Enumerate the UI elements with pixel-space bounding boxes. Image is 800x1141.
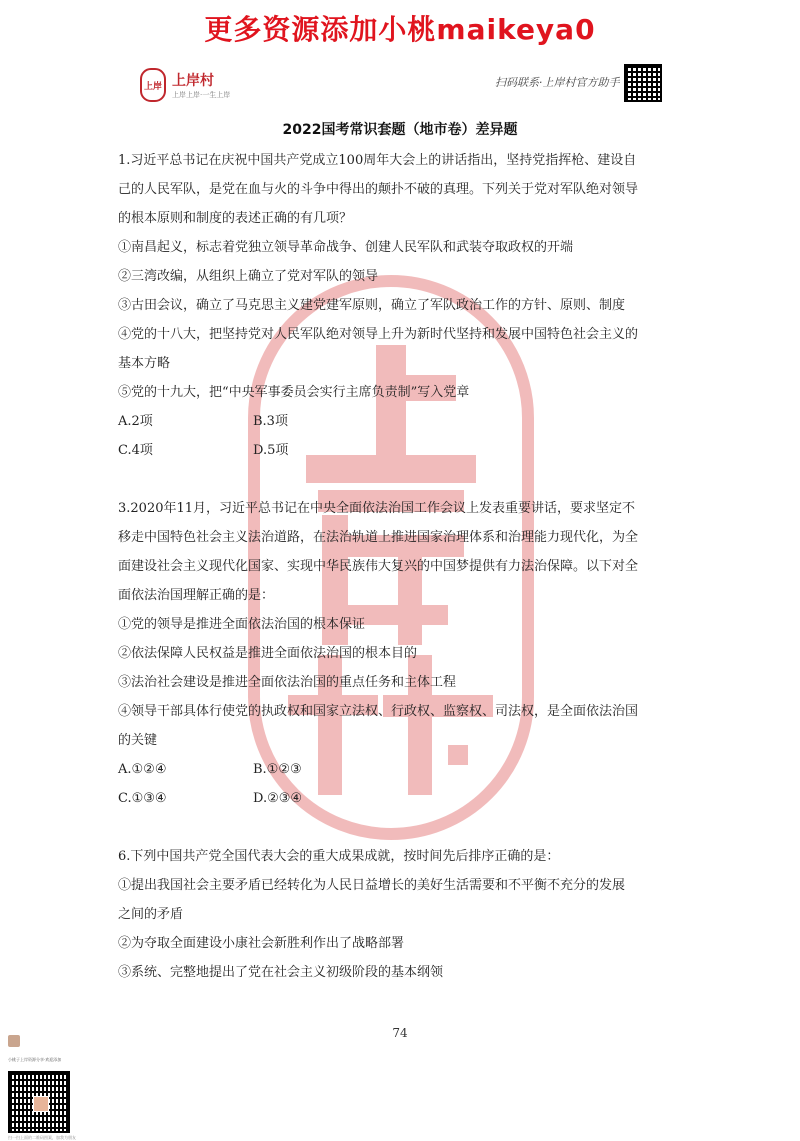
question-item: ①南昌起义，标志着党独立领导革命战争、创建人民军队和武装夺取政权的开端: [118, 240, 574, 255]
question-3: [118, 494, 684, 813]
question-item: ③法治社会建设是推进全面依法治国的重点任务和主体工程: [118, 675, 457, 690]
answer-option: C.4项: [118, 443, 153, 458]
question-list: [118, 146, 684, 987]
logo-name: 上岸村: [172, 73, 214, 89]
logo-slogan: 上岸上岸·一生上岸: [172, 91, 231, 99]
question-item: ③古田会议，确立了马克思主义建党建军原则，确立了军队政治工作的方针、原则、制度: [118, 298, 626, 313]
question-item: ⑤党的十九大，把“中央军事委员会实行主席负责制”写入党章: [118, 385, 470, 400]
question-stem-line: 的根本原则和制度的表述正确的有几项？: [118, 211, 353, 226]
question-item: ②依法保障人民权益是推进全面依法治国的根本目的: [118, 646, 418, 661]
answer-options-row: [118, 436, 684, 465]
answer-option: D.②③④: [253, 791, 303, 806]
promo-banner: 更多资源添加小桃maikeya0: [204, 13, 596, 46]
question-item: 基本方略: [118, 356, 171, 371]
answer-option: A.①②④: [118, 762, 167, 777]
question-stem-line: 面建设社会主义现代化国家、实现中华民族伟大复兴的中国梦提供有力法治保障。以下对全: [118, 559, 639, 574]
answer-option: B.3项: [253, 414, 288, 429]
logo-badge-icon: 上岸: [140, 68, 166, 102]
footer-caption: 扫一扫上面的二维码图案，加我为朋友: [8, 1135, 76, 1140]
question-item: ③系统、完整地提出了党在社会主义初级阶段的基本纲领: [118, 965, 444, 980]
question-item: ①党的领导是推进全面依法治国的根本保证: [118, 617, 366, 632]
question-1: [118, 146, 684, 465]
question-stem-line: 移走中国特色社会主义法治道路，在法治轨道上推进国家治理体系和治理能力现代化，为全: [118, 530, 639, 545]
footer-contact-name: 小桃子上岸资源分享·欢迎添加: [8, 1057, 62, 1062]
question-stem-line: 6.下列中国共产党全国代表大会的重大成果成就，按时间先后排序正确的是：: [118, 849, 560, 864]
answer-options-row: [118, 407, 684, 436]
page-number: 74: [392, 1026, 408, 1040]
question-stem-line: 己的人民军队，是党在血与火的斗争中得出的颠扑不破的真理。下列关于党对军队绝对领导: [118, 182, 639, 197]
answer-option: B.①②③: [253, 762, 302, 777]
question-stem-line: 面依法治国理解正确的是：: [118, 588, 275, 603]
page-title: 2022国考常识套题（地市卷）差异题: [282, 122, 518, 138]
answer-option: D.5项: [253, 443, 289, 458]
question-6: [118, 842, 684, 987]
question-item: ②三湾改编，从组织上确立了党对军队的领导: [118, 269, 379, 284]
question-item: ④领导干部具体行使党的执政权和国家立法权、行政权、监察权、司法权，是全面依法治国: [118, 704, 639, 719]
question-stem-line: 3.2020年11月，习近平总书记在中央全面依法治国工作会议上发表重要讲话，要求坚定不: [118, 501, 636, 516]
question-item: ②为夺取全面建设小康社会新胜利作出了战略部署: [118, 936, 405, 951]
qr-code-icon[interactable]: [624, 64, 662, 102]
question-item: ④党的十八大，把坚持党对人民军队绝对领导上升为新时代坚持和发展中国特色社会主义的: [118, 327, 639, 342]
answer-options-row: [118, 784, 684, 813]
answer-option: C.①③④: [118, 791, 167, 806]
question-item: 之间的矛盾: [118, 907, 184, 922]
brand-logo: [140, 68, 230, 102]
question-stem-line: 1.习近平总书记在庆祝中国共产党成立100周年大会上的讲话指出，坚持党指挥枪、建设自: [118, 153, 637, 168]
question-item: 的关键: [118, 733, 158, 748]
header-contact-text: 扫码联系·上岸村官方助手: [495, 76, 620, 89]
question-item: ①提出我国社会主要矛盾已经转化为人民日益增长的美好生活需要和不平衡不充分的发展: [118, 878, 626, 893]
footer-contact-card[interactable]: [8, 1030, 80, 1140]
footer-qr-code-icon[interactable]: [8, 1071, 70, 1133]
answer-options-row: [118, 755, 684, 784]
answer-option: A.2项: [118, 414, 153, 429]
avatar: [8, 1035, 20, 1047]
